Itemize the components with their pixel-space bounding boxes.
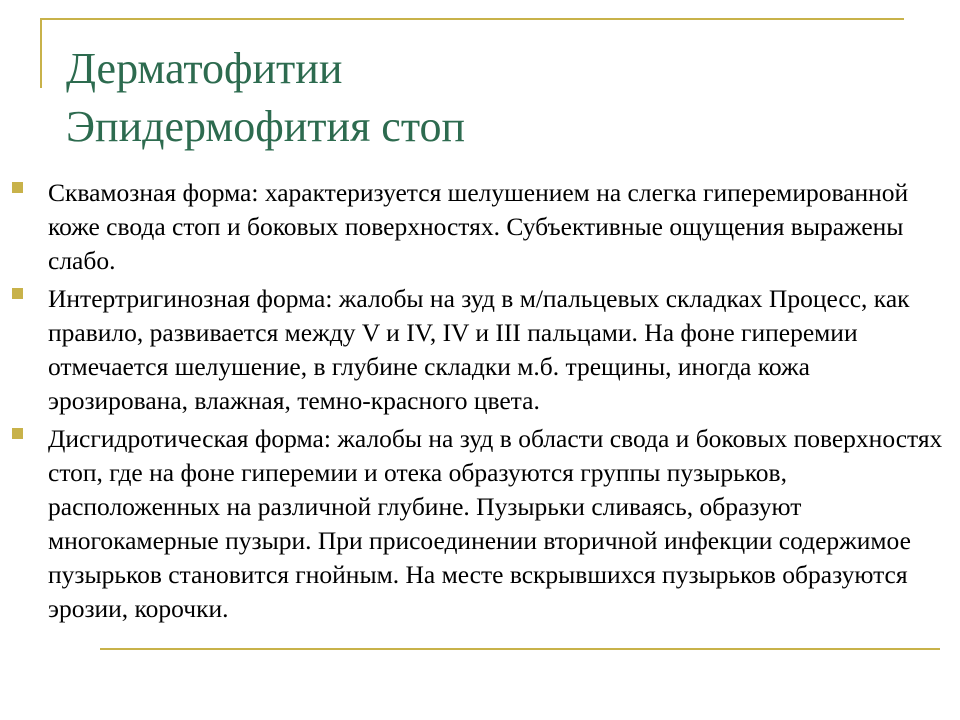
bullet-item-dyshidrotic [12,422,952,626]
slide-title [66,40,926,156]
slide-title-line1: Дерматофитии [66,44,343,93]
slide-title-line2: Эпидермофития стоп [66,102,466,151]
decorative-bottom-line [100,648,940,650]
bullet-item-intertriginous [12,282,952,418]
bullet-list [12,176,952,630]
bullet-text: Сквамозная форма: характеризуется шелушением на слегка гиперемированной коже свода стоп и боковых поверхностях. Субъективные ощущения выражены слабо. [48,178,909,275]
bullet-text: Дисгидротическая форма: жалобы на зуд в области свода и боковых поверхностях стоп, где на фоне гиперемии и отека образуются группы пузырьков, расположенных на различной глубине. Пузырьки сливаясь, образуют многокамерные пузыри. При присоединении вторичной инфекции содержимое пузырьков становится гнойным. На месте вскрывшихся пузырьков образуются эрозии, корочки. [48,424,943,623]
decorative-left-line [40,18,42,88]
bullet-item-squamous [12,176,952,278]
square-bullet-icon [12,428,23,439]
decorative-top-line [40,18,904,20]
square-bullet-icon [12,288,23,299]
square-bullet-icon [12,182,23,193]
bullet-text: Интертригинозная форма: жалобы на зуд в м/пальцевых складках Процесс, как правило, развивается между V и IV, IV и III пальцами. На фоне гиперемии отмечается шелушение, в глубине складки м.б. трещины, иногда кожа эрозирована, влажная, темно-красного цвета. [48,284,910,415]
